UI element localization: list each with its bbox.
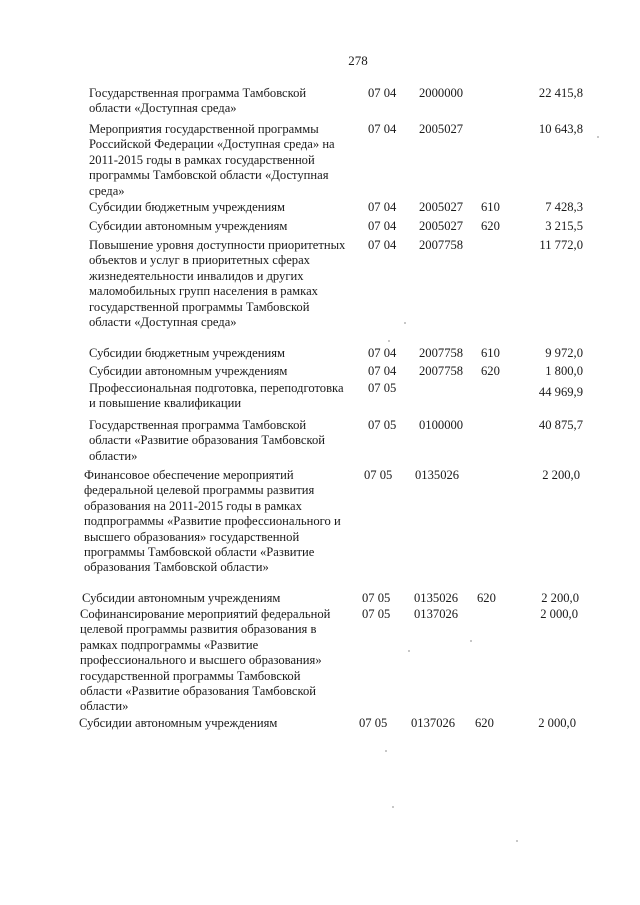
scan-speck bbox=[516, 840, 518, 842]
row-amount: 11 772,0 bbox=[539, 238, 583, 252]
row-section-code: 07 05 bbox=[362, 591, 391, 605]
row-section-code: 07 05 bbox=[359, 716, 388, 730]
row-expense-type: 610 bbox=[481, 200, 500, 214]
row-target-code: 2000000 bbox=[419, 86, 464, 100]
scan-speck bbox=[388, 340, 390, 342]
row-target-code: 2007758 bbox=[419, 364, 464, 378]
row-description: Субсидии автономным учреждениям bbox=[89, 364, 288, 378]
row-amount: 2 200,0 bbox=[542, 468, 580, 482]
row-target-code: 0100000 bbox=[419, 418, 464, 432]
row-description: Повышение уровня доступности приоритетных объектов и услуг в приоритетных сферах жизнедеятельности инвалидов и других маломобильных групп населения в рамках государственной программы Тамбовской области «Доступная среда» bbox=[89, 238, 346, 330]
row-description: Государственная программа Тамбовской области «Доступная среда» bbox=[89, 86, 307, 116]
row-target-code: 2005027 bbox=[419, 219, 464, 233]
row-target-code: 2007758 bbox=[419, 238, 464, 252]
row-amount: 2 000,0 bbox=[540, 607, 578, 621]
row-expense-type: 610 bbox=[481, 346, 500, 360]
row-section-code: 07 04 bbox=[368, 346, 397, 360]
row-description: Мероприятия государственной программы Российской Федерации «Доступная среда» на 2011-2015 годы в рамках государственной программы Тамбовской области «Доступная среда» bbox=[89, 122, 335, 198]
scan-speck bbox=[408, 650, 410, 652]
row-description: Субсидии автономным учреждениям bbox=[79, 716, 278, 730]
row-section-code: 07 04 bbox=[368, 200, 397, 214]
row-amount: 9 972,0 bbox=[545, 346, 583, 360]
row-target-code: 0135026 bbox=[414, 591, 459, 605]
row-amount: 3 215,5 bbox=[545, 219, 583, 233]
row-description: Софинансирование мероприятий федеральной целевой программы развития образования в рамках подпрограммы «Развитие профессионального и высшего образования» государственной программы Тамбовской области «Развитие образования Тамбовской области» bbox=[80, 607, 331, 714]
row-section-code: 07 04 bbox=[368, 364, 397, 378]
row-target-code: 2005027 bbox=[419, 122, 464, 136]
row-description: Профессиональная подготовка, переподготовка и повышение квалификации bbox=[89, 381, 344, 411]
scan-speck bbox=[392, 806, 394, 808]
row-section-code: 07 05 bbox=[364, 468, 393, 482]
row-description: Финансовое обеспечение мероприятий федеральной целевой программы развития образования на 2011-2015 годы в рамках подпрограммы «Развитие профессионального и высшего образования» государственной программы Тамбовской области «Развитие образования Тамбовской области» bbox=[84, 468, 341, 575]
row-expense-type: 620 bbox=[481, 364, 500, 378]
row-amount: 2 200,0 bbox=[541, 591, 579, 605]
row-amount: 7 428,3 bbox=[545, 200, 583, 214]
page-number: 278 bbox=[348, 53, 368, 68]
row-target-code: 0137026 bbox=[414, 607, 459, 621]
row-section-code: 07 04 bbox=[368, 86, 397, 100]
row-section-code: 07 04 bbox=[368, 219, 397, 233]
row-amount: 1 800,0 bbox=[545, 364, 583, 378]
row-section-code: 07 05 bbox=[362, 607, 391, 621]
row-expense-type: 620 bbox=[477, 591, 496, 605]
row-amount: 40 875,7 bbox=[538, 418, 583, 432]
row-amount: 10 643,8 bbox=[538, 122, 583, 136]
row-description: Субсидии бюджетным учреждениям bbox=[89, 200, 285, 214]
scan-speck bbox=[404, 322, 406, 324]
row-description: Субсидии автономным учреждениям bbox=[89, 219, 288, 233]
row-description: Государственная программа Тамбовской области «Развитие образования Тамбовской области» bbox=[89, 418, 325, 463]
row-target-code: 0135026 bbox=[415, 468, 460, 482]
scan-speck bbox=[385, 750, 387, 752]
scan-speck bbox=[597, 136, 599, 138]
row-target-code: 2007758 bbox=[419, 346, 464, 360]
row-target-code: 2005027 bbox=[419, 200, 464, 214]
row-section-code: 07 04 bbox=[368, 238, 397, 252]
row-description: Субсидии бюджетным учреждениям bbox=[89, 346, 285, 360]
row-description: Субсидии автономным учреждениям bbox=[82, 591, 281, 605]
row-amount: 44 969,9 bbox=[538, 385, 583, 399]
row-section-code: 07 05 bbox=[368, 381, 397, 395]
row-section-code: 07 04 bbox=[368, 122, 397, 136]
row-section-code: 07 05 bbox=[368, 418, 397, 432]
row-target-code: 0137026 bbox=[411, 716, 456, 730]
row-amount: 22 415,8 bbox=[538, 86, 583, 100]
scan-speck bbox=[470, 640, 472, 642]
row-expense-type: 620 bbox=[481, 219, 500, 233]
row-amount: 2 000,0 bbox=[538, 716, 576, 730]
row-expense-type: 620 bbox=[475, 716, 494, 730]
